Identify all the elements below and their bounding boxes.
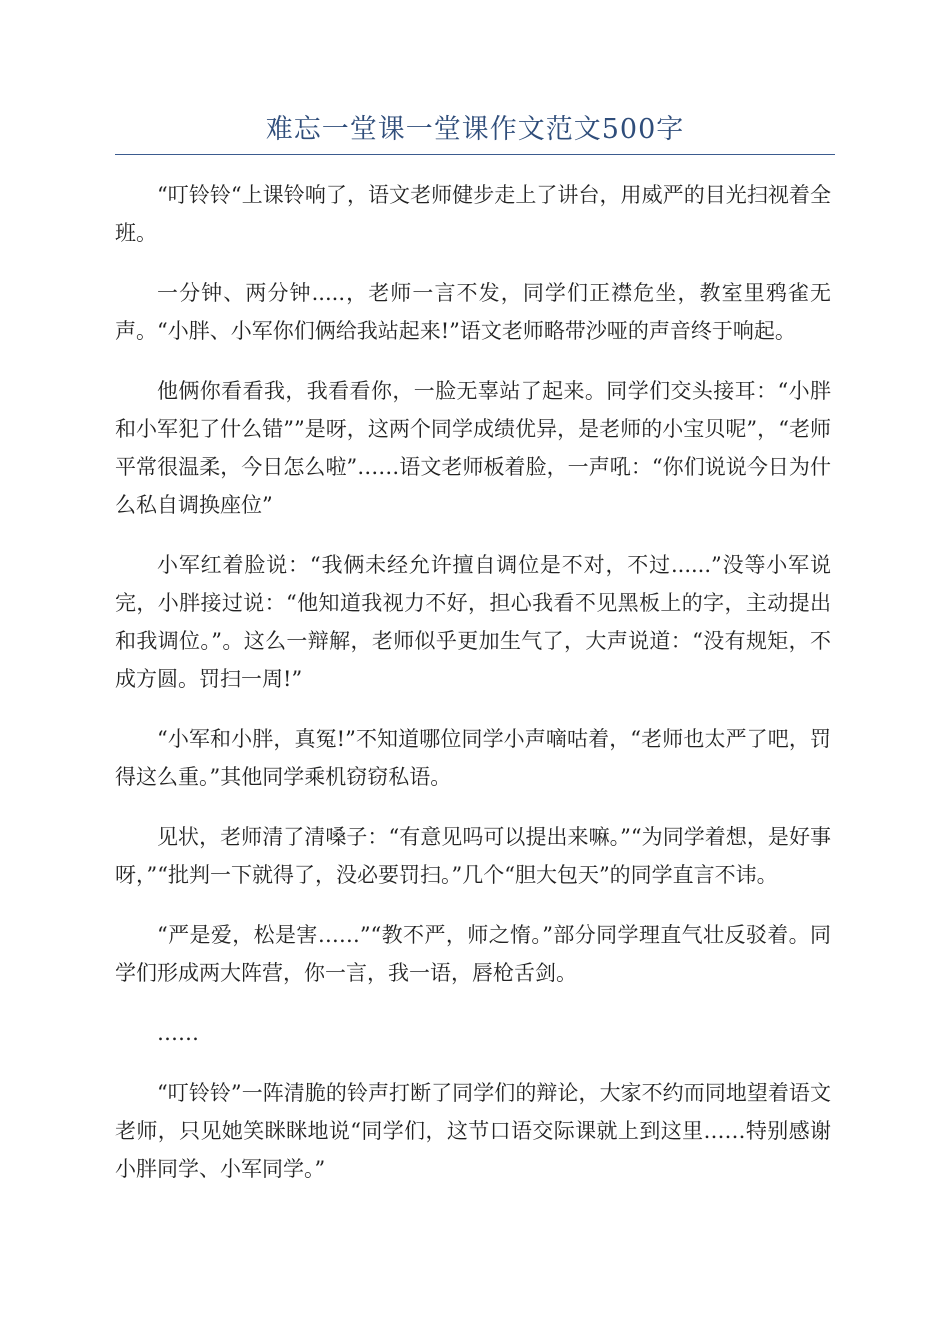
paragraph-8: “叮铃铃”一阵清脆的铃声打断了同学们的辩论，大家不约而同地望着语文老师，只见她笑眯眯地说“同学们，这节口语交际课就上到这里……特别感谢小胖同学、小军同学。” xyxy=(115,1081,831,1181)
document-body xyxy=(115,176,831,1210)
paragraph-3: 他俩你看看我，我看看你，一脸无辜站了起来。同学们交头接耳：“小胖和小军犯了什么错””是呀，这两个同学成绩优异，是老师的小宝贝呢”，“老师平常很温柔，今日怎么啦”……语文老师板着脸，一声吼：“你们说说今日为什么私自调换座位” xyxy=(115,379,831,517)
paragraph-1: “叮铃铃“上课铃响了，语文老师健步走上了讲台，用威严的目光扫视着全班。 xyxy=(115,183,831,245)
title-divider xyxy=(115,154,835,155)
paragraph-6: 见状，老师清了清嗓子：“有意见吗可以提出来嘛。”“为同学着想，是好事呀，”“批判一下就得了，没必要罚扫。”几个“胆大包天”的同学直言不讳。 xyxy=(115,825,831,887)
paragraph-7: “严是爱，松是害……”“教不严，师之惰。”部分同学理直气壮反驳着。同学们形成两大阵营，你一言，我一语，唇枪舌剑。 xyxy=(115,923,831,985)
paragraph-2: 一分钟、两分钟.....，老师一言不发，同学们正襟危坐，教室里鸦雀无声。“小胖、小军你们俩给我站起来!”语文老师略带沙哑的声音终于响起。 xyxy=(115,281,831,343)
paragraph-ellipsis: …… xyxy=(157,1021,199,1045)
paragraph-4: 小军红着脸说：“我俩未经允许擅自调位是不对，不过......”没等小军说完，小胖接过说：“他知道我视力不好，担心我看不见黑板上的字，主动提出和我调位。”。这么一辩解，老师似乎更加生气了，大声说道：“没有规矩，不成方圆。罚扫一周!” xyxy=(115,553,831,691)
paragraph-5: “小军和小胖，真冤!”不知道哪位同学小声嘀咕着，“老师也太严了吧，罚得这么重。”其他同学乘机窃窃私语。 xyxy=(115,727,831,789)
document-title: 难忘一堂课一堂课作文范文500字 xyxy=(265,114,685,145)
